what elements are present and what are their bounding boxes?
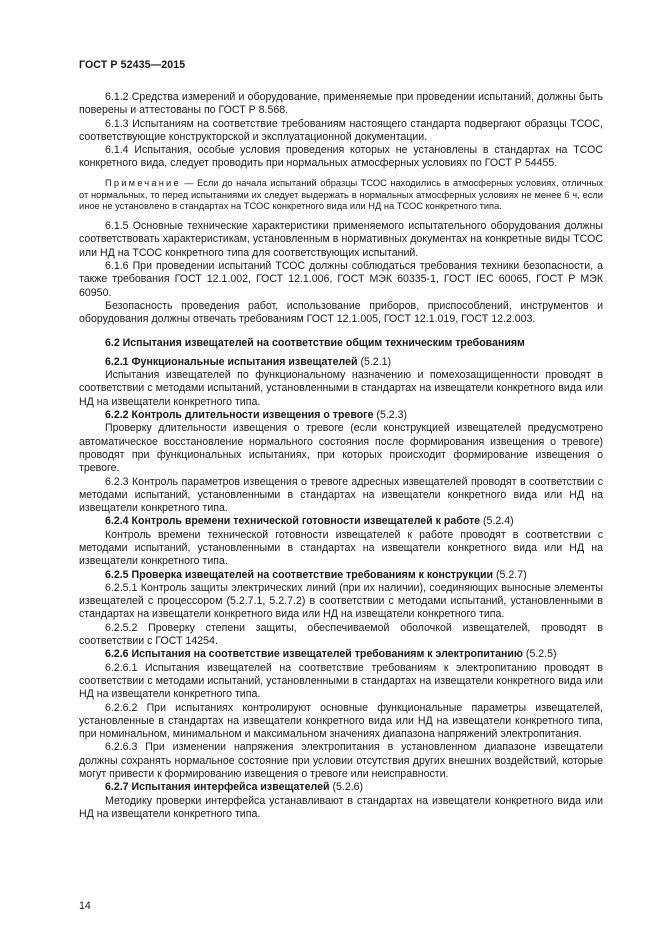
paragraph-6-1-4: 6.1.4 Испытания, особые условия проведения которых не установлены в стандартах на ТСОС конкретного вида, следует проводить при нормальных атмосферных условиях по ГОСТ Р 54455.	[79, 144, 603, 170]
paragraph-6-2-2: Проверку длительности извещения о тревоге (если конструкцией извещателей предусмотрено автоматическое восстановление нормального состояния после формирования извещения о тревоге) проводят при функциональных испытаниях, при которых происходит формирование извещения о тревоге.	[79, 422, 603, 475]
heading-6-2-4-ref: (5.2.4)	[480, 515, 514, 528]
note	[79, 178, 603, 213]
paragraph-6-2-3: 6.2.3 Контроль параметров извещения о тревоге адресных извещателей проводят в соответствии с методами испытаний, установленными в стандартах на извещатели конкретного вида или НД на извещатели конкретного типа.	[79, 475, 603, 515]
heading-6-2-7-title: 6.2.7 Испытания интерфейса извещателей	[105, 781, 330, 794]
heading-6-2-5-ref: (5.2.7)	[493, 568, 527, 581]
section-6-2-title: 6.2 Испытания извещателей на соответствие общим техническим требованиям	[105, 336, 525, 349]
paragraph-6-2-1: Испытания извещателей по функциональному назначению и помехозащищенности проводят в соответствии с методами испытаний, установленными в стандартах на извещатели конкретного вида или НД на извещатели конкретного типа.	[79, 369, 603, 408]
section-6-2-heading	[79, 337, 603, 350]
paragraph-6-1-5: 6.1.5 Основные технические характеристики применяемого испытательного оборудования должны соответствовать характеристикам, установленным в нормативных документах на конкретные виды ТСОС или НД на ТСОС конкретного типа для соответствующих испытаний.	[79, 220, 603, 259]
heading-6-2-6	[79, 648, 603, 661]
paragraph-6-1-2: 6.1.2 Средства измерений и оборудование, применяемые при проведении испытаний, должны быть поверены и аттестованы по ГОСТ Р 8.568.	[79, 91, 603, 117]
paragraph-6-1-3: 6.1.3 Испытаниям на соответствие требованиям настоящего стандарта подвергают образцы ТСОС, соответствующие конструкторской и эксплуатационной документации.	[79, 117, 603, 143]
paragraph-6-1-6: 6.1.6 При проведении испытаний ТСОС должны соблюдаться требования техники безопасности, а также требования ГОСТ 12.1.002, ГОСТ 12.1.006, ГОСТ МЭК 60335-1, ГОСТ IEC 60065, ГОСТ Р МЭК 60950.	[79, 260, 603, 299]
document-header: ГОСТ Р 52435—2015	[79, 59, 186, 71]
paragraph-6-2-7: Методику проверки интерфейса устанавливают в стандартах на извещатели конкретного вида или НД на извещатели конкретного типа.	[79, 794, 603, 820]
heading-6-2-2	[79, 409, 603, 422]
paragraph-6-2-4: Контроль времени технической готовности извещателей к работе проводят в соответствии с методами испытаний, установленными в стандартах на извещатели конкретного вида или НД на извещатели конкретного типа.	[79, 528, 603, 568]
paragraph-6-2-5-2: 6.2.5.2 Проверку степени защиты, обеспечиваемой оболочкой извещателей, проводят в соответствии с ГОСТ 14254.	[79, 621, 603, 648]
heading-6-2-6-title: 6.2.6 Испытания на соответствие извещателей требованиям к электропитанию	[105, 648, 523, 661]
note-text: — Если до начала испытаний образцы ТСОС находились в атмосферных условиях, отличных от нормальных, то перед испытаниями их следует выдержать в нормальных атмосферных условиях не менее 6 ч, если иное не установлено в стандартах на ТСОС конкретного вида или НД на ТСОС конкретного типа.	[79, 177, 603, 212]
heading-6-2-2-ref: (5.2.3)	[373, 409, 408, 422]
page-number: 14	[79, 900, 91, 912]
paragraph-6-2-5-1: 6.2.5.1 Контроль защиты электрических линий (при их наличии), соединяющих выносные элементы извещателей с процессором (5.2.7.1, 5.2.7.2) в соответствии с методами испытаний, установленными в стандартах на извещатели конкретного вида или НД на извещатели конкретного типа.	[79, 581, 603, 621]
heading-6-2-1-title: 6.2.1 Функциональные испытания извещателей	[105, 355, 358, 368]
paragraph-6-2-6-3: 6.2.6.3 При изменении напряжения электропитания в установленном диапазоне извещатели должны сохранять нормальное состояние при условии отсутствия других внешних воздействий, которые могут привести к формированию извещения о тревоге или неисправности.	[79, 741, 603, 781]
heading-6-2-7	[79, 781, 603, 794]
heading-6-2-1-ref: (5.2.1)	[357, 355, 392, 368]
heading-6-2-5	[79, 569, 603, 582]
paragraph-6-2-6-1: 6.2.6.1 Испытания извещателей на соответствие требованиям к электропитанию проводят в соответствии с методами испытаний, установленными в стандартах на извещатели конкретного вида или НД на извещатели конкретного типа.	[79, 661, 603, 701]
heading-6-2-4	[79, 515, 603, 528]
document-body	[79, 91, 603, 821]
paragraph-6-1-6-safety: Безопасность проведения работ, использование приборов, приспособлений, инструментов и оборудования должны отвечать требованиям ГОСТ 12.1.005, ГОСТ 12.1.019, ГОСТ 12.2.003.	[79, 299, 603, 326]
heading-6-2-6-ref: (5.2.5)	[522, 648, 557, 661]
heading-6-2-4-title: 6.2.4 Контроль времени технической готовности извещателей к работе	[105, 515, 481, 528]
heading-6-2-2-title: 6.2.2 Контроль длительности извещения о тревоге	[105, 409, 374, 422]
heading-6-2-7-ref: (5.2.6)	[329, 781, 364, 794]
heading-6-2-1	[79, 356, 603, 369]
paragraph-6-2-6-2: 6.2.6.2 При испытаниях контролируют основные функциональные параметры извещателей, установленные в стандартах на извещатели конкретного вида или НД на извещатели конкретного типа, при номинальном, минимальном и максимальном значениях диапазона напряжений электропитания.	[79, 701, 603, 741]
heading-6-2-5-title: 6.2.5 Проверка извещателей на соответствие требованиям к конструкции	[105, 568, 494, 581]
note-label: Примечание	[105, 177, 181, 188]
